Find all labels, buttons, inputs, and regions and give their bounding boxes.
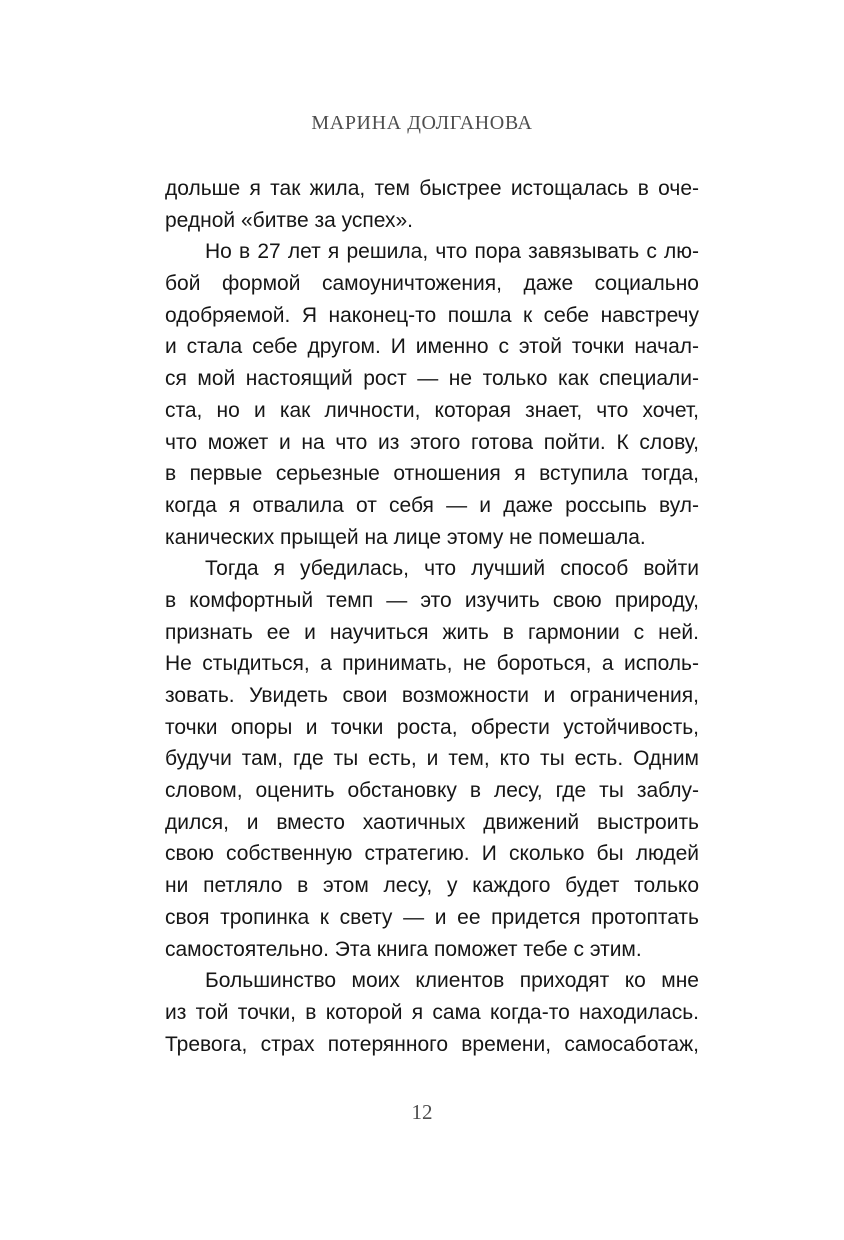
text-line: ся мой настоящий рост — не только как специали- bbox=[165, 367, 699, 391]
text-line: канических прыщей на лице этому не помешала. bbox=[165, 525, 646, 549]
text-line: дился, и вместо хаотичных движений выстроить bbox=[165, 810, 699, 834]
paragraph bbox=[165, 553, 699, 965]
paragraph bbox=[165, 173, 699, 236]
text-line: зовать. Увидеть свои возможности и ограничения, bbox=[165, 684, 699, 707]
text-line: бой формой самоуничтожения, даже социально bbox=[165, 272, 699, 296]
text-line: из той точки, в которой я сама когда-то находилась. bbox=[165, 1000, 699, 1024]
text-line: ста, но и как личности, которая знает, что хочет, bbox=[165, 398, 699, 422]
text-line: редной «битве за успех». bbox=[165, 208, 413, 232]
text-line: свою собственную стратегию. И сколько бы людей bbox=[165, 842, 699, 866]
text-line: одобряемой. Я наконец-то пошла к себе навстречу bbox=[165, 303, 699, 327]
text-line: и стала себе другом. И именно с этой точки начал- bbox=[165, 335, 699, 359]
text-line: дольше я так жила, тем быстрее истощалась в оче- bbox=[165, 177, 699, 200]
text-line: Большинство моих клиентов приходят ко мне bbox=[205, 969, 699, 993]
text-line: ни петляло в этом лесу, у каждого будет только bbox=[165, 874, 699, 898]
text-line: что может и на что из этого готова пойти. К слову, bbox=[165, 430, 699, 454]
text-line: когда я отвалила от себя — и даже россыпь вул- bbox=[165, 493, 699, 517]
running-head: МАРИНА ДОЛГАНОВА bbox=[311, 112, 533, 134]
text-line: Тогда я убедилась, что лучший способ войти bbox=[205, 557, 699, 581]
text-line: самостоятельно. Эта книга поможет тебе с этим. bbox=[165, 937, 642, 961]
paragraph bbox=[165, 965, 699, 1060]
text-line: Но в 27 лет я решила, что пора завязывать с лю- bbox=[205, 240, 699, 264]
text-line: будучи там, где ты есть, и тем, кто ты есть. Одним bbox=[165, 747, 699, 771]
text-line: в комфортный темп — это изучить свою природу, bbox=[165, 588, 699, 612]
text-line: признать ее и научиться жить в гармонии с ней. bbox=[165, 620, 699, 644]
text-line: в первые серьезные отношения я вступила тогда, bbox=[165, 462, 699, 486]
page-number: 12 bbox=[411, 1100, 433, 1124]
text-line: словом, оценить обстановку в лесу, где ты заблу- bbox=[165, 779, 699, 803]
text-line: Тревога, страх потерянного времени, самосаботаж, bbox=[165, 1032, 699, 1056]
body-text bbox=[165, 173, 699, 1060]
text-line: точки опоры и точки роста, обрести устойчивость, bbox=[165, 715, 699, 739]
text-line: Не стыдиться, а принимать, не бороться, а исполь- bbox=[165, 652, 699, 676]
paragraph bbox=[165, 236, 699, 553]
text-line: своя тропинка к свету — и ее придется протоптать bbox=[165, 905, 699, 929]
